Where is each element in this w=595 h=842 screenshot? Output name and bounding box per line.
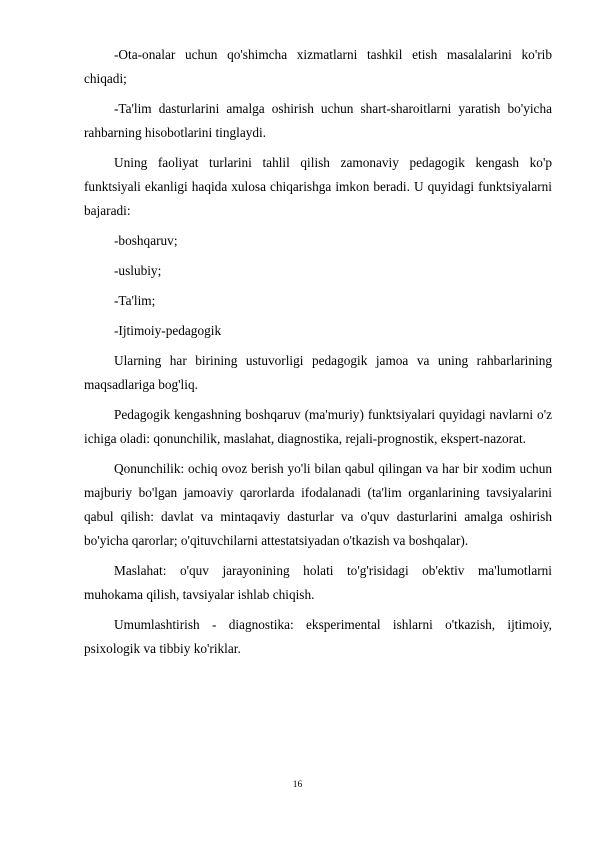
paragraph-4: Ularning har birining ustuvorligi pedagogik jamoa va uning rahbarlarining maqsadlariga bog'liq. [84,353,552,392]
paragraph-2: -Ta'lim dasturlarini amalga oshirish uchun shart-sharoitlarni yaratish bo'yicha rahbarning hisobotlarini tinglaydi. [84,101,552,140]
page-number: 16 [292,780,303,790]
paragraph-7: Maslahat: o'quv jarayonining holati to'g'risidagi ob'ektiv ma'lumotlarni muhokama qilish, tavsiyalar ishlab chiqish. [84,563,552,602]
paragraph-8: Umumlashtirish - diagnostika: eksperimental ishlarni o'tkazish, ijtimoiy, psixologik va tibbiy ko'riklar. [84,617,552,656]
paragraph-5: Pedagogik kengashning boshqaruv (ma'muriy) funktsiyalari quyidagi navlarni o'z ichiga oladi: qonunchilik, maslahat, diagnostika, rejali-prognostik, ekspert-nazorat. [84,407,552,446]
list-item-talim: -Ta'lim; [114,293,156,308]
list-item-boshqaruv: -boshqaruv; [114,233,178,248]
list-item-ijtimoiy-pedagogik: -Ijtimoiy-pedagogik [114,323,222,338]
paragraph-6: Qonunchilik: ochiq ovoz berish yo'li bilan qabul qilingan va har bir xodim uchun majburiy bo'lgan jamoaviy qarorlarda ifodalanadi (ta'lim organlarining tavsiyalarini qabul qilish: davlat va mintaqaviy dasturlar va o'quv dasturlarini amalga oshirish bo'yicha qarorlar; o'qituvchilarni attestatsiyadan o'tkazish va boshqalar). [84,461,552,548]
paragraph-1: -Ota-onalar uchun qo'shimcha xizmatlarni tashkil etish masalalarini ko'rib chiqadi; [84,47,552,86]
document-body [84,43,552,667]
paragraph-3: Uning faoliyat turlarini tahlil qilish zamonaviy pedagogik kengash ko'p funktsiyali ekanligi haqida xulosa chiqarishga imkon beradi. U quyidagi funktsiyalarni bajaradi: [84,155,552,218]
list-item-uslubiy: -uslubiy; [114,263,162,278]
